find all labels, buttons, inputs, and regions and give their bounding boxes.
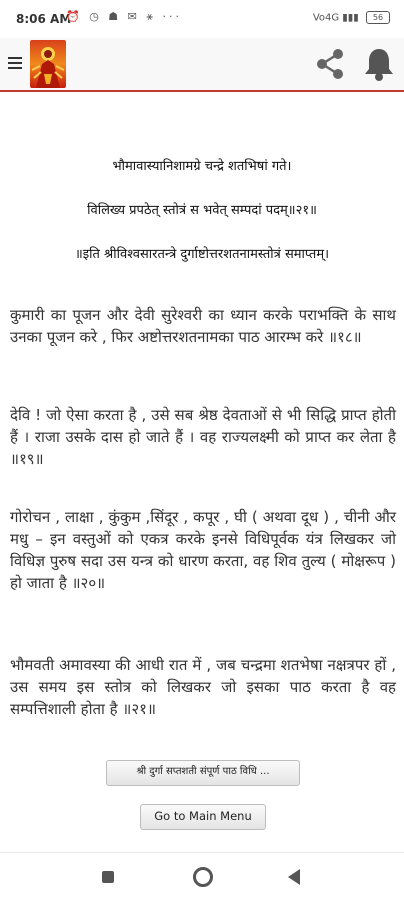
notification-icons: ⏰ ◷ ☗ ✉ ⚹ ··· (66, 10, 182, 23)
status-bar (0, 0, 404, 38)
path-vidhi-button[interactable]: श्री दुर्गा सप्तशती संपूर्ण पाठ विधि ... (106, 760, 300, 786)
battery-icon: 56 (366, 11, 390, 24)
back-icon[interactable] (288, 869, 300, 885)
home-icon[interactable] (193, 867, 213, 887)
bell-icon[interactable] (362, 46, 396, 82)
system-nav-bar (0, 852, 404, 901)
sanskrit-colophon: ॥इति श्रीविश्वसारतन्त्रे दुर्गाष्टोत्तरशतनामस्तोत्रं समाप्तम्। (74, 247, 330, 262)
paragraph-18: कुमारी का पूजन और देवी सुरेश्वरी का ध्यान करके पराभक्ति के साथ उनका पूजन करे , फिर अष्टोत्तरशतनामका पाठ आरम्भ करे ॥१८॥ (10, 306, 396, 346)
paragraph-21: भौमवती अमावस्या की आधी रात में , जब चन्द्रमा शतभेषा नक्षत्रपर हों , उस समय इस स्तोत्र को लिखकर जो इसका पाठ करता है वह सम्पत्तिशाली होता है ॥२१॥ (10, 656, 396, 718)
system-indicators (313, 11, 390, 24)
recents-icon[interactable] (102, 871, 114, 883)
signal-indicator: Vo4G ▮▮▮ (312, 12, 359, 24)
app-logo (30, 40, 66, 88)
status-time: 8:06 AM (16, 12, 72, 26)
paragraph-19: देवि ! जो ऐसा करता है , उसे सब श्रेष्ठ देवताओं से भी सिद्धि प्राप्त होती हैं । राजा उसके दास हो जाते हैं । वह राज्यलक्ष्मी को प्राप्त कर लेता है ॥१९॥ (10, 406, 396, 468)
hamburger-icon[interactable] (8, 54, 22, 74)
sanskrit-verse-2: विलिख्य प्रपठेत् स्तोत्रं स भवेत् सम्पदां पदम्॥२१॥ (87, 203, 317, 218)
app-toolbar (0, 38, 404, 92)
paragraph-20: गोरोचन , लाक्षा , कुंकुम ,सिंदूर , कपूर , घी ( अथवा दूध ) , चीनी और मधु – इन वस्तुओं को एकत्र करके इनसे विधिपूर्वक यंत्र लिखकर जो विधिज्ञ पुरुष सदा उस यन्त्र को धारण करता, वह शिव तुल्य ( मोक्षरूप ) हो जाता है ॥२०॥ (10, 508, 396, 592)
main-content (0, 92, 404, 852)
sanskrit-verse-1: भौमावास्यानिशामग्रे चन्द्रे शतभिषां गते। (112, 159, 292, 174)
share-icon[interactable] (314, 48, 346, 80)
main-menu-button[interactable]: Go to Main Menu (140, 804, 266, 830)
